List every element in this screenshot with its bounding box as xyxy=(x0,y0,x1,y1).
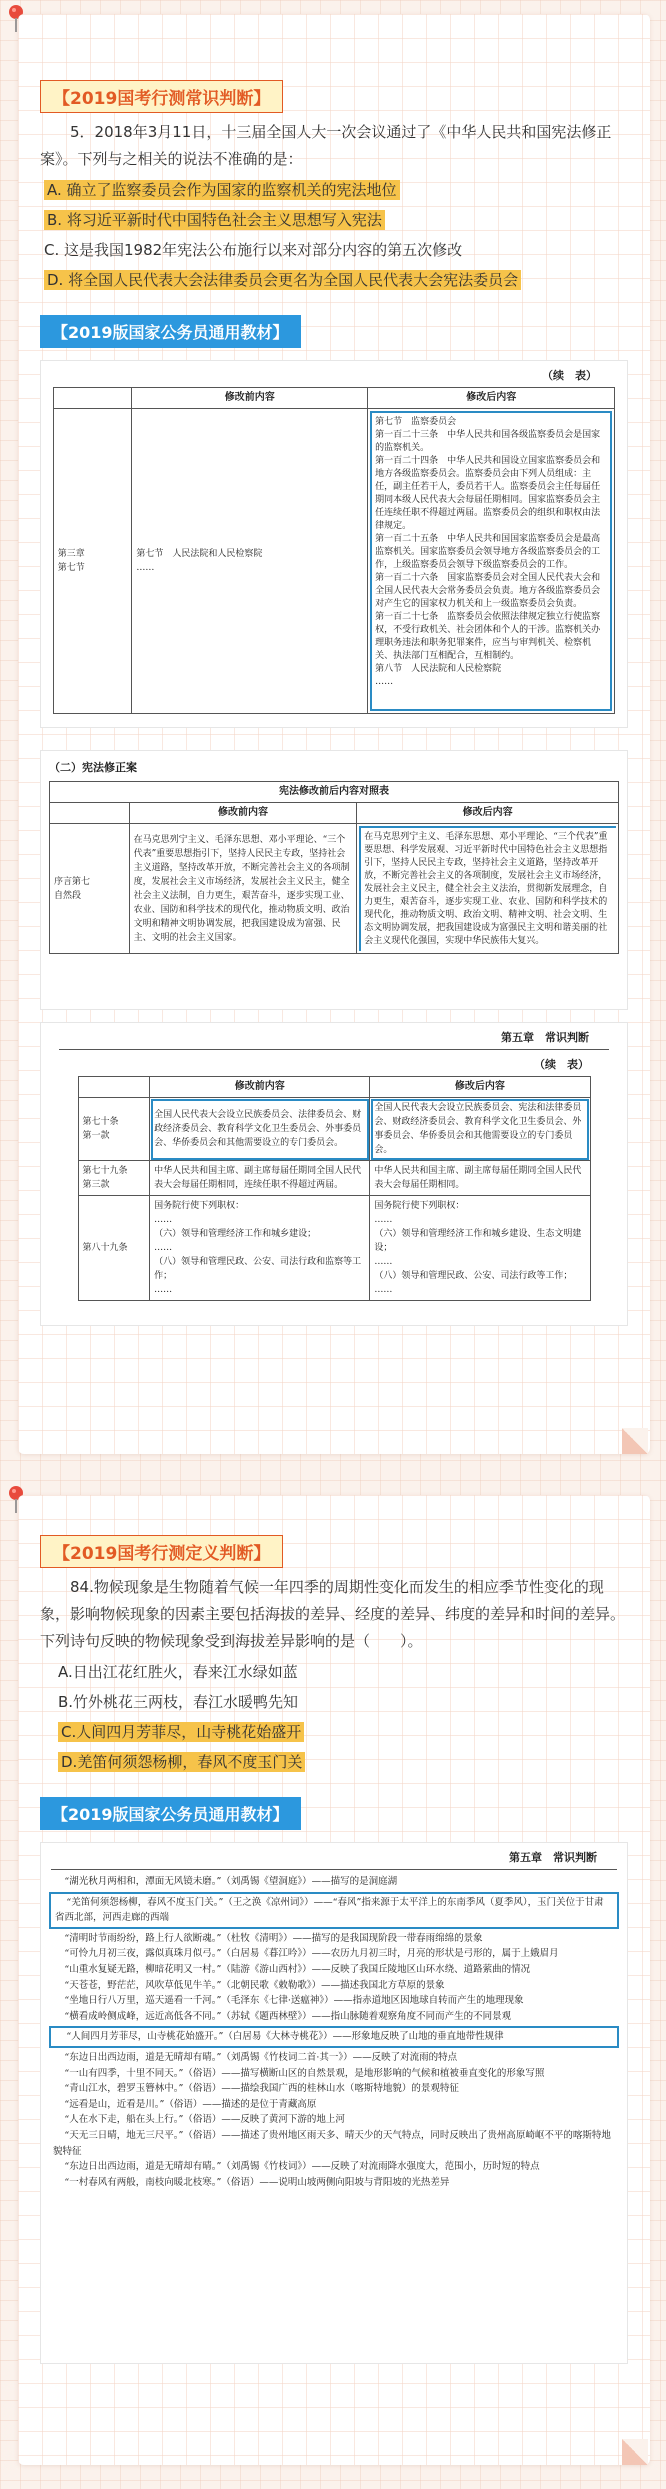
option-c: C.人间四月芳菲尽，山寺桃花始盛开 xyxy=(54,1720,628,1745)
textbook-scan-2 xyxy=(40,750,628,1010)
highlight-box: 第七节 监察委员会 第一百二十三条 中华人民共和国各级监察委员会是国家的监察机关。 第一百二十四条 中华人民共和国设立国家监察委员会和地方各级监察委员会。监察委员会由下列人员组成：主任，副主任若干人，委员若干人。监察委员会主任每届任期同本级人民代表大会每届任期相同。国家监察委员会主任连续任职不得超过两届。监察委员会的组织和职权由法律规定。 第一百二十五条 中华人民共和国国家监察委员会是最高监察机关。国家监察委员会领导地方各级监察委员会的工作，上级监察委员会领导下级监察委员会的工作。 第一百二十六条 国家监察委员会对全国人民代表大会和全国人民代表大会常务委员会负责。地方各级监察委员会对产生它的国家权力机关和上一级监察委员会负责。 第一百二十七条 监察委员会依照法律规定独立行使监察权，不受行政机关、社会团体和个人的干涉。监察机关办理职务违法和职务犯罪案件，应当与审判机关、检察机关、执法部门互相配合，互相制约。 第八节 人民法院和人民检察院 …… xyxy=(370,411,612,711)
table-title: 宪法修改前后内容对照表 xyxy=(50,782,619,803)
option-a: A.日出江花红胜火，春来江水绿如蓝 xyxy=(58,1663,298,1681)
page-curl xyxy=(622,2439,648,2465)
option-d: D.羌笛何须怨杨柳，春风不度玉门关 xyxy=(54,1750,628,1775)
option-a: A. 确立了监察委员会作为国家的监察机关的宪法地位 xyxy=(40,178,628,203)
table-row: 第七十条 第一款 全国人民代表大会设立民族委员会、法律委员会、财政经济委员会、教育科学文化卫生委员会、外事委员会、华侨委员会和其他需要设立的专门委员会。 全国人民代表大会设立民族委员会、宪法和法律委员会、财政经济委员会、教育科学文化卫生委员会、外事委员会、华侨委员会和其他需要设立的专门委员会。 xyxy=(78,1098,590,1161)
list-item: “可怜九月初三夜，露似真珠月似弓。”（白居易《暮江吟》）——农历九月初三时，月亮的形状是弓形的，属于上娥眉月 xyxy=(64,1948,559,1960)
list-item: “湖光秋月两相和，潭面无风镜未磨。”（刘禹锡《望洞庭》）——描写的是洞庭湖 xyxy=(64,1876,398,1887)
after-cell xyxy=(368,409,615,714)
highlight-box xyxy=(49,1892,619,1929)
textbook-scan-3 xyxy=(40,1022,628,1326)
list-item: “一山有四季，十里不同天。”（俗语）——描写横断山区的自然景观，是地形影响的气候和植被垂直变化的形象写照 xyxy=(64,2067,545,2079)
options-list xyxy=(40,1660,628,1775)
options-list xyxy=(40,178,628,293)
textbook-title: 【2019版国家公务员通用教材】 xyxy=(40,1797,301,1830)
option-b: B.竹外桃花三两枝，春江水暖鸭先知 xyxy=(58,1693,299,1711)
textbook-scan-4 xyxy=(40,1842,628,2364)
list-item: “天无三日晴，地无三尺平。”（俗语）——描述了贵州地区雨天多、晴天少的天气特点，同时反映出了贵州高原崎岖不平的喀斯特地貌特征 xyxy=(53,2129,611,2157)
list-item: “清明时节雨纷纷，路上行人欲断魂。”（杜牧《清明》）——描写的是我国现阶段一带春雨绵绵的景象 xyxy=(64,1932,483,1944)
table-row: 第七十九条 第三款 中华人民共和国主席、副主席每届任期同全国人民代表大会每届任期相同，连续任职不得超过两届。 中华人民共和国主席、副主席每届任期同全国人民代表大会每届任期相同。 xyxy=(78,1161,590,1196)
row-label: 第三章 第七节 xyxy=(53,409,132,714)
page-curl xyxy=(622,1428,648,1454)
question-stem: 84.物候现象是生物随着气候一年四季的周期性变化而发生的相应季节性变化的现象，影响物候现象的因素主要包括海拔的差异、经度的差异、纬度的差异和时间的差异。下列诗句反映的物候现象受到海拔差异影响的是（ ）。 xyxy=(40,1578,626,1650)
after-text: 在马克思列宁主义、毛泽东思想、邓小平理论、“三个代表”重要思想、科学发展观、习近平新时代中国特色社会主义思想指引下，坚持人民民主专政，坚持社会主义道路，坚持改革开放，不断完善社会主义的各项制度，发展社会主义市场经济，发展社会主义民主，健全社会主义法治，贯彻新发展理念，自力更生，艰苦奋斗，逐步实现工业、农业、国防和科学技术的现代化，推动物质文明、政治文明、精神文明、社会文明、生态文明协调发展，把我国建设成为富强民主文明和谐美丽的社会主义现代化强国，实现中华民族伟大复兴。 xyxy=(359,826,616,951)
list-item: “东边日出西边雨，道是无晴却有晴。”（刘禹锡《竹枝词二首·其一》）——反映了对流雨的特点 xyxy=(64,2051,458,2063)
amendment-table: 宪法修改前后内容对照表 修改前内容 修改后内容 序言第七 自然段 在马克思列宁主义、毛泽东思想、邓小平理论、“三个代表”重要思想指引下，坚持人民民主专政，坚持社会主义道路，坚持改革开放，不断完善社会主义的各项制度，发展社会主义市场经济，发展社会主义民主，健全社会主义法制，自力更生，艰苦奋斗，逐步实现工业、农业、国防和科学技术的现代化，推动物质文明、政治文明和精神文明协调发展，把我国建设成为富强、民主、文明的社会主义国家。 在马克思列宁主义、毛泽东思想、邓小平理论、“三个代表”重要思想、科学发展观、习近平新时代中国特色社会主义思想指引下，坚持人民民主专政，坚持社会主义道路，坚持改革开放，不断完善社会主义的各项制度，发展社会主义市场经济，发展社会主义民主，健全社会主义法治，贯彻新发展理念，自力更生，艰苦奋斗，逐步实现工业、农业、国防和科学技术的现代化，推动物质文明、政治文明、精神文明、社会文明、生态文明协调发展，把我国建设成为富强民主文明和谐美丽的社会主义现代化强国，实现中华民族伟大复兴。 xyxy=(49,781,619,954)
question-card-1 xyxy=(18,14,650,1454)
continued-label: （续 表） xyxy=(534,1058,589,1071)
section-heading: （二）宪法修正案 xyxy=(49,761,137,774)
question-title: 【2019国考行测常识判断】 xyxy=(40,80,283,113)
before-text: 第七节 人民法院和人民检察院 …… xyxy=(132,409,368,714)
table-row: 第八十九条 国务院行使下列职权： …… （六）领导和管理经济工作和城乡建设； …… （八）领导和管理民政、公安、司法行政和监察等工作； …… 国务院行使下列职权： …… （六）领导和管理经济工作和城乡建设、生态文明建设； …… （八）领导和管理民政、公安、司法行政等工作； …… xyxy=(78,1196,590,1301)
list-item: “一村春风有两般，南枝向暖北枝寒。”（俗语）——说明山坡两侧向阳坡与背阳坡的光热差异 xyxy=(64,2176,450,2188)
chapter-header: 第五章 常识判断 xyxy=(51,1843,617,1870)
poem-list xyxy=(41,1870,627,2198)
col-before: 修改前内容 xyxy=(132,388,368,409)
continued-label: （续 表） xyxy=(542,369,597,382)
highlight-box xyxy=(49,2026,619,2048)
chapter-header: 第五章 常识判断 xyxy=(59,1023,609,1050)
list-item: “东边日出西边雨，道是无晴却有晴。”（刘禹锡《竹枝词》）——反映了对流雨降水强度大，范围小，历时短的特点 xyxy=(64,2161,540,2173)
list-item: “天苍苍，野茫茫，风吹草低见牛羊。”（北朝民歌《敕勒歌》）——描述我国北方草原的景象 xyxy=(64,1979,445,1991)
textbook-title: 【2019版国家公务员通用教材】 xyxy=(40,315,301,348)
list-item: “羌笛何须怨杨柳，春风不度玉门关。”（王之涣《凉州词》）——“春风”指来源于太平洋上的东南季风（夏季风），玉门关位于甘肃省西北部，河西走廊的西端 xyxy=(55,1896,604,1924)
option-b: B. 将习近平新时代中国特色社会主义思想写入宪法 xyxy=(40,208,628,233)
textbook-scan-1 xyxy=(40,360,628,728)
amendment-table: 修改前内容 修改后内容 第七十条 第一款 全国人民代表大会设立民族委员会、法律委员会、财政经济委员会、教育科学文化卫生委员会、外事委员会、华侨委员会和其他需要设立的专门委员会。 全国人民代表大会设立民族委员会、宪法和法律委员会、财政经济委员会、教育科学文化卫生委员会、外事委员会、华侨委员会和其他需要设立的专门委员会。 第七十九条 第三款 中华人民共和国主席、副主席每届任期同全国人民代表大会每届任期相同，连续任职不得超过两届。 中华人民共和国主席、副主席每届任期同全国人民代表大会每届任期相同。 第八十九条 国务院行使下列职权： …… （六）领导和管理经济工作和城乡建设； …… （八）领导和管理民政、公安、司法行政和监察等工作； …… 国务院行使下列职权： …… （六）领导和管理经济工作和城乡建设、生态文明建设； …… （八）领导和管理民政、公安、司法行政等工作； …… xyxy=(78,1076,591,1301)
list-item: “远看是山，近看是川。”（俗语）——描述的是位于青藏高原 xyxy=(64,2098,317,2110)
option-c: C. 这是我国1982年宪法公布施行以来对部分内容的第五次修改 xyxy=(44,241,463,259)
list-item: “横看成岭侧成峰，远近高低各不同。”（苏轼《题西林壁》）——指山脉随着观察角度不同而产生的不同景观 xyxy=(64,2010,512,2022)
list-item: “青山江水，碧罗玉簪林中。”（俗语）——描绘我国广西的桂林山水（喀斯特地貌）的景观特征 xyxy=(64,2083,459,2095)
question-stem: 5．2018年3月11日，十三届全国人大一次会议通过了《中华人民共和国宪法修正案》。下列与之相关的说法不准确的是： xyxy=(40,123,612,168)
question-title: 【2019国考行测定义判断】 xyxy=(40,1535,283,1568)
list-item: “坐地日行八万里，巡天遥看一千河。”（毛泽东《七律·送瘟神》）——指赤道地区因地球自转而产生的地理现象 xyxy=(64,1995,524,2007)
list-item: “人间四月芳菲尽，山寺桃花始盛开。”（白居易《大林寺桃花》）——形象地反映了山地的垂直地带性规律 xyxy=(66,2031,504,2043)
list-item: “山重水复疑无路，柳暗花明又一村。”（陆游《游山西村》）——反映了我国丘陵地区山环水绕、道路萦曲的情况 xyxy=(64,1963,531,1975)
list-item: “人在水下走，船在头上行。”（俗语）——反映了黄河下游的地上河 xyxy=(64,2114,345,2126)
col-after: 修改后内容 xyxy=(368,388,615,409)
amendment-table xyxy=(53,387,616,714)
option-d: D. 将全国人民代表大会法律委员会更名为全国人民代表大会宪法委员会 xyxy=(40,268,628,293)
question-card-2 xyxy=(18,1495,650,2465)
